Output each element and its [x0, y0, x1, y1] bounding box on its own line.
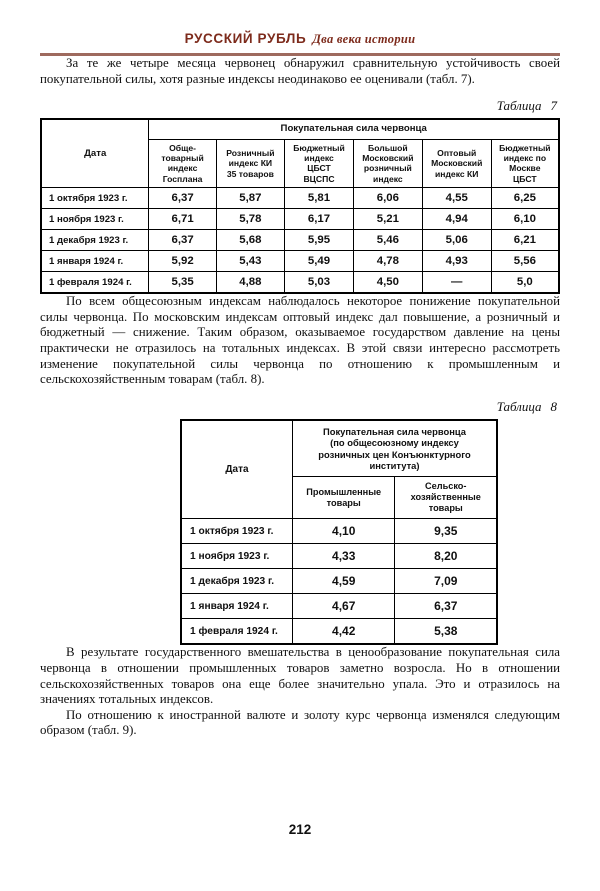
- table7-row1-col5: 4,55: [422, 188, 491, 209]
- table8-row2-date: 1 ноября 1923 г.: [181, 544, 292, 569]
- table-row: [181, 519, 497, 544]
- table7-row2-col6: 6,10: [491, 209, 559, 230]
- page-content: [40, 0, 560, 891]
- table8-row3-date: 1 декабря 1923 г.: [181, 569, 292, 594]
- table7-row4-col2: 5,43: [216, 251, 284, 272]
- table8-row4-date: 1 января 1924 г.: [181, 594, 292, 619]
- table8-row1-col2: 9,35: [395, 519, 497, 544]
- table8-col-header-2: Сельско- хозяйственные товары: [395, 477, 497, 519]
- table8-row5-date: 1 февраля 1924 г.: [181, 619, 292, 645]
- table7-row2-col1: 6,71: [149, 209, 216, 230]
- table7-row3-col4: 5,46: [353, 230, 422, 251]
- table7-row3-date: 1 декабря 1923 г.: [41, 230, 149, 251]
- table8-row1-col1: 4,10: [292, 519, 395, 544]
- table-7: [40, 118, 560, 294]
- table7-body: [41, 188, 559, 294]
- table7-row5-col4: 4,50: [353, 272, 422, 294]
- table7-row5-col2: 4,88: [216, 272, 284, 294]
- table7-row2-col5: 4,94: [422, 209, 491, 230]
- table8-row4-col1: 4,67: [292, 594, 395, 619]
- table7-row4-date: 1 января 1924 г.: [41, 251, 149, 272]
- table7-col-header-1: Обще- товарный индекс Госплана: [149, 139, 216, 188]
- table8-head: [181, 420, 497, 519]
- table7-row2-date: 1 ноября 1923 г.: [41, 209, 149, 230]
- table7-row4-col1: 5,92: [149, 251, 216, 272]
- table-row: [181, 594, 497, 619]
- table-row: [41, 272, 559, 294]
- table7-row1-date: 1 октября 1923 г.: [41, 188, 149, 209]
- table8-col-header-1: Промышленные товары: [292, 477, 395, 519]
- table-row: [41, 251, 559, 272]
- table7-row1-col6: 6,25: [491, 188, 559, 209]
- table7-caption-number: 7: [550, 98, 557, 114]
- table7-row4-col5: 4,93: [422, 251, 491, 272]
- table7-row4-col3: 5,49: [285, 251, 354, 272]
- table7-group-header: Покупательная сила червонца: [149, 119, 559, 139]
- table7-col-header-6: Бюджетный индекс по Москве ЦБСТ: [491, 139, 559, 188]
- table7-date-header: Дата: [41, 119, 149, 188]
- table8-header-row-1: [181, 420, 497, 477]
- table7-head: [41, 119, 559, 188]
- table8-row3-col2: 7,09: [395, 569, 497, 594]
- table7-row3-col3: 5,95: [285, 230, 354, 251]
- paragraph-last: По отношению к иностранной валюте и золоту курс червонца изменялся следующим образом (табл. 9).: [40, 707, 560, 738]
- page-number: 212: [288, 822, 312, 837]
- table-8: [180, 419, 498, 646]
- table7-col-header-5: Оптовый Московский индекс КИ: [422, 139, 491, 188]
- table7-row3-col6: 6,21: [491, 230, 559, 251]
- table-row: [41, 188, 559, 209]
- table7-row5-date: 1 февраля 1924 г.: [41, 272, 149, 294]
- table-row: [41, 209, 559, 230]
- paragraph-after-table7: По всем общесоюзным индексам наблюдалось некоторое понижение покупательной силы червонца. По московским индексам оптовый индекс дал повышение, а розничный и бюджетный — снижение. Таким образом, оказываемое государством давление на цены практически не отразилось на тотальных индексах. В этой связи интересно рассмотреть изменение покупательной силы червонца по отношению к промышленным и сельскохозяйственным товарам (табл. 8).: [40, 294, 560, 387]
- table8-date-header: Дата: [181, 420, 292, 519]
- table8-group-header: Покупательная сила червонца (по общесоюзному индексу розничных цен Конъюнктурного института): [292, 420, 497, 477]
- table8-row4-col2: 6,37: [395, 594, 497, 619]
- running-head-title: РУССКИЙ РУБЛЬ: [184, 31, 307, 46]
- table8-caption-label: Таблица: [496, 398, 542, 414]
- running-head-subtitle: Два века истории: [312, 32, 416, 46]
- table7-row1-col1: 6,37: [149, 188, 216, 209]
- table7-row3-col5: 5,06: [422, 230, 491, 251]
- table7-col-header-4: Большой Московский розничный индекс: [353, 139, 422, 188]
- table8-row2-col2: 8,20: [395, 544, 497, 569]
- table7-row2-col2: 5,78: [216, 209, 284, 230]
- table8-row1-date: 1 октября 1923 г.: [181, 519, 292, 544]
- table7-row2-col3: 6,17: [285, 209, 354, 230]
- table8-caption: [40, 399, 560, 415]
- table7-row5-col6: 5,0: [491, 272, 559, 294]
- table7-row3-col1: 6,37: [149, 230, 216, 251]
- table8-row2-col1: 4,33: [292, 544, 395, 569]
- table7-row5-col5: —: [422, 272, 491, 294]
- table8-row5-col2: 5,38: [395, 619, 497, 645]
- table7-col-header-3: Бюджетный индекс ЦБСТ ВЦСПС: [285, 139, 354, 188]
- table7-caption: [40, 98, 560, 114]
- table7-row5-col1: 5,35: [149, 272, 216, 294]
- paragraph-after-table8: В результате государственного вмешательства в ценообразование покупательная сила червонца в отношении промышленных товаров заметно возросла. Но в отношении сельскохозяйственных товаров она еще более значительно упала. Это и отразилось на значениях тотальных индексов.: [40, 645, 560, 707]
- table8-row3-col1: 4,59: [292, 569, 395, 594]
- table8-row5-col1: 4,42: [292, 619, 395, 645]
- table-row: [41, 230, 559, 251]
- table7-col-header-2: Розничный индекс КИ 35 товаров: [216, 139, 284, 188]
- table7-row1-col4: 6,06: [353, 188, 422, 209]
- table8-body: [181, 519, 497, 645]
- table-row: [181, 544, 497, 569]
- table7-caption-label: Таблица: [496, 98, 542, 114]
- table7-row3-col2: 5,68: [216, 230, 284, 251]
- table7-row4-col4: 4,78: [353, 251, 422, 272]
- table7-row5-col3: 5,03: [285, 272, 354, 294]
- table7-header-row-1: [41, 119, 559, 139]
- table-row: [181, 569, 497, 594]
- table7-row4-col6: 5,56: [491, 251, 559, 272]
- paragraph-intro: За те же четыре месяца червонец обнаружил сравнительную устойчивость своей покупательной силы, хотя разные индексы неодинаково ее оценивали (табл. 7).: [40, 56, 560, 86]
- table7-row1-col3: 5,81: [285, 188, 354, 209]
- running-head: [40, 0, 560, 48]
- table7-row1-col2: 5,87: [216, 188, 284, 209]
- table8-caption-number: 8: [550, 398, 557, 414]
- table7-row2-col4: 5,21: [353, 209, 422, 230]
- table-row: [181, 619, 497, 645]
